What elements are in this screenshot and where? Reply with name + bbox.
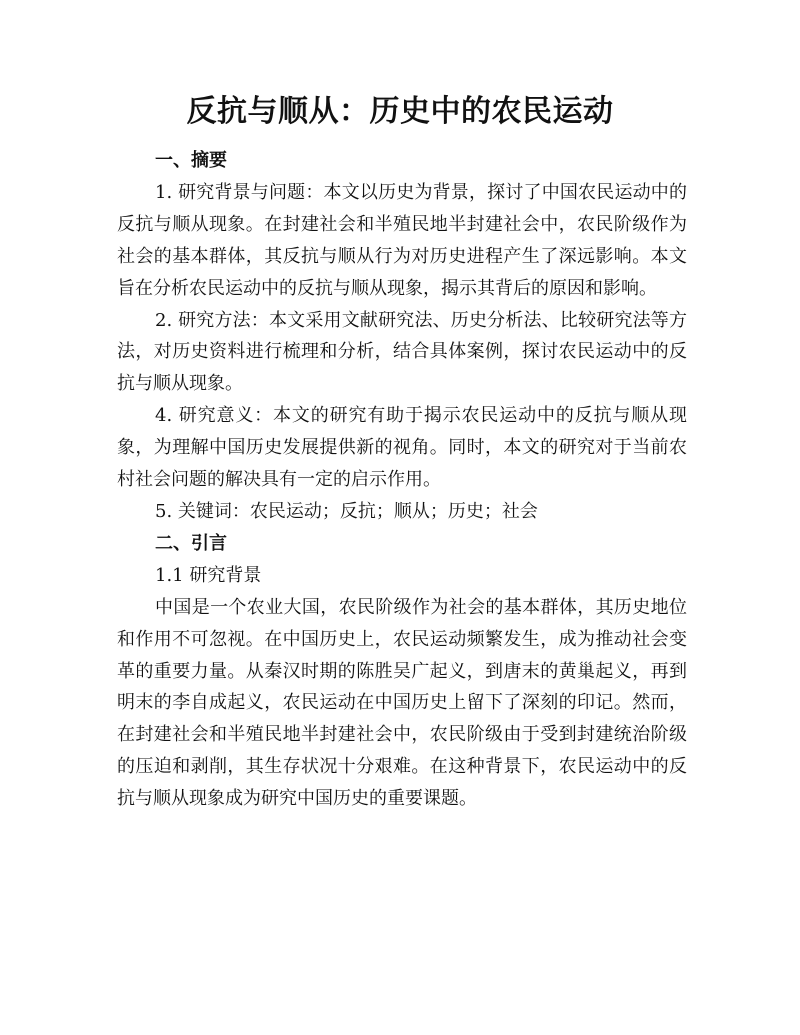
abstract-paragraph-background: 1. 研究背景与问题：本文以历史为背景，探讨了中国农民运动中的反抗与顺从现象。在封建社会和半殖民地半封建社会中，农民阶级作为社会的基本群体，其反抗与顺从行为对历史进程产生了深远影响。本文旨在分析农民运动中的反抗与顺从现象，揭示其背后的原因和影响。 [117, 181, 687, 299]
subsection-heading-background: 1.1 研究背景 [155, 564, 262, 586]
document-body [117, 145, 687, 815]
abstract-paragraph-method: 2. 研究方法：本文采用文献研究法、历史分析法、比较研究法等方法，对历史资料进行梳理和分析，结合具体案例，探讨农民运动中的反抗与顺从现象。 [117, 309, 687, 395]
section-heading-abstract: 一、摘要 [155, 150, 227, 171]
intro-paragraph: 中国是一个农业大国，农民阶级作为社会的基本群体，其历史地位和作用不可忽视。在中国历史上，农民运动频繁发生，成为推动社会变革的重要力量。从秦汉时期的陈胜吴广起义，到唐末的黄巢起义，再到明末的李自成起义，农民运动在中国历史上留下了深刻的印记。然而，在封建社会和半殖民地半封建社会中，农民阶级由于受到封建统治阶级的压迫和剥削，其生存状况十分艰难。在这种背景下，农民运动中的反抗与顺从现象成为研究中国历史的重要课题。 [117, 596, 687, 810]
abstract-paragraph-significance: 4. 研究意义：本文的研究有助于揭示农民运动中的反抗与顺从现象，为理解中国历史发展提供新的视角。同时，本文的研究对于当前农村社会问题的解决具有一定的启示作用。 [117, 405, 687, 491]
abstract-paragraph-keywords: 5. 关键词：农民运动；反抗；顺从；历史；社会 [155, 500, 538, 522]
section-heading-intro: 二、引言 [155, 532, 227, 554]
document-title: 反抗与顺从：历史中的农民运动 [186, 94, 614, 129]
